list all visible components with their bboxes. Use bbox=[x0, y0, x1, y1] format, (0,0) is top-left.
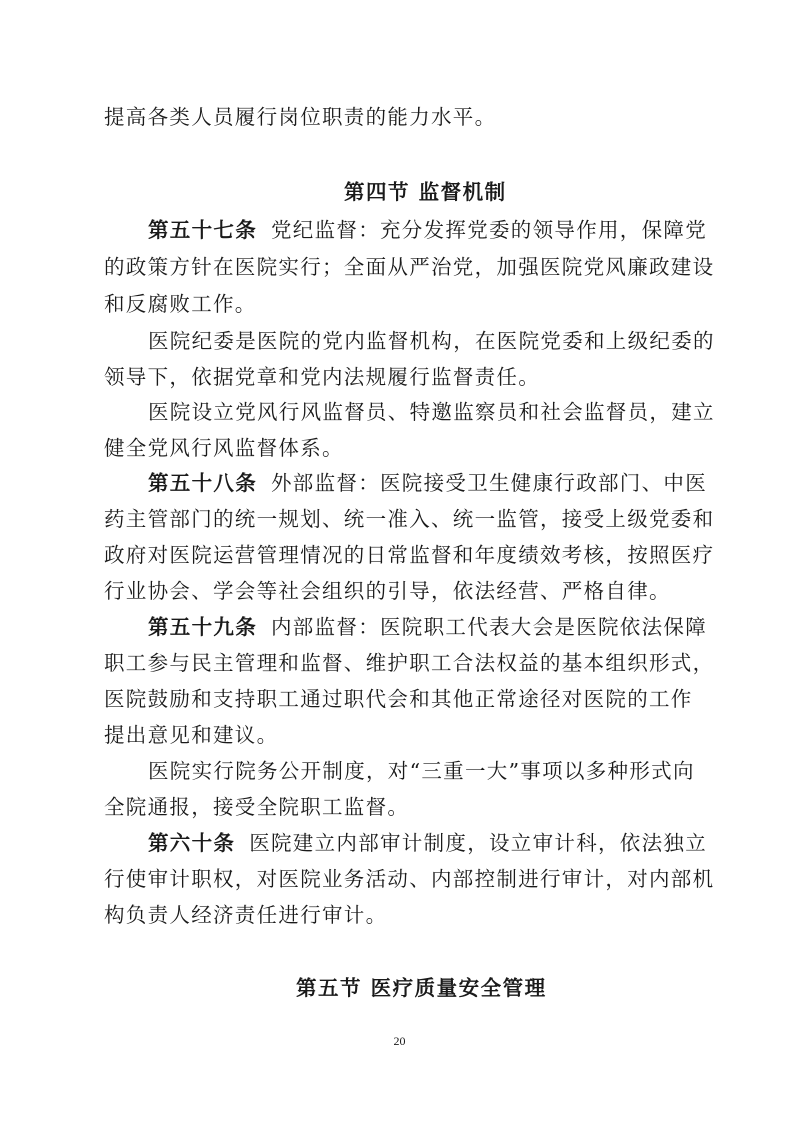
section-heading: 第五节 医疗质量安全管理 bbox=[296, 976, 547, 1000]
article-57-line-1 bbox=[148, 216, 707, 244]
article-text: 外部监督：医院接受卫生健康行政部门、中医 bbox=[271, 471, 707, 495]
article-58-line-3: 政府对医院运营管理情况的日常监督和年度绩效考核，按照医疗 bbox=[104, 543, 715, 567]
article-60-line-3: 构负责人经济责任进行审计。 bbox=[104, 903, 388, 927]
paragraph-line: 医院实行院务公开制度，对“三重一大”事项以多种形式向 bbox=[148, 759, 695, 783]
section-heading: 第四节 监督机制 bbox=[344, 180, 507, 204]
article-label: 第五十九条 bbox=[148, 615, 257, 639]
article-59-line-3: 医院鼓励和支持职工通过职代会和其他正常途径对医院的工作 bbox=[104, 687, 693, 711]
article-text: 医院建立内部审计制度，设立审计科，依法独立 bbox=[249, 831, 708, 855]
carry-over-line: 提高各类人员履行岗位职责的能力水平。 bbox=[104, 105, 497, 129]
paragraph-line: 医院纪委是医院的党内监督机构，在医院党委和上级纪委的 bbox=[148, 329, 715, 353]
article-57-line-3: 和反腐败工作。 bbox=[104, 292, 257, 316]
article-58-line-2: 药主管部门的统一规划、统一准入、统一监管，接受上级党委和 bbox=[104, 507, 715, 531]
article-label: 第五十八条 bbox=[148, 471, 257, 495]
paragraph-line: 全院通报，接受全院职工监督。 bbox=[104, 795, 410, 819]
article-label: 第五十七条 bbox=[148, 218, 257, 242]
page-number: 20 bbox=[393, 1034, 406, 1048]
article-57-line-2: 的政策方针在医院实行；全面从严治党，加强医院党风廉政建设 bbox=[104, 255, 715, 279]
article-text: 党纪监督：充分发挥党委的领导作用，保障党 bbox=[271, 218, 707, 242]
article-60-line-1 bbox=[148, 829, 707, 857]
article-59-line-1 bbox=[148, 613, 707, 641]
article-59-line-4: 提出意见和建议。 bbox=[104, 723, 279, 747]
article-label: 第六十条 bbox=[148, 831, 236, 855]
article-60-line-2: 行使审计职权，对医院业务活动、内部控制进行审计，对内部机 bbox=[104, 867, 715, 891]
article-58-line-1 bbox=[148, 469, 707, 497]
paragraph-line: 领导下，依据党章和党内法规履行监督责任。 bbox=[104, 365, 540, 389]
paragraph-line: 医院设立党风行风监督员、特邀监察员和社会监督员，建立 bbox=[148, 400, 715, 424]
article-58-line-4: 行业协会、学会等社会组织的引导，依法经营、严格自律。 bbox=[104, 579, 671, 603]
paragraph-line: 健全党风行风监督体系。 bbox=[104, 436, 344, 460]
article-59-line-2: 职工参与民主管理和监督、维护职工合法权益的基本组织形式， bbox=[104, 651, 715, 675]
article-text: 内部监督：医院职工代表大会是医院依法保障 bbox=[271, 615, 707, 639]
